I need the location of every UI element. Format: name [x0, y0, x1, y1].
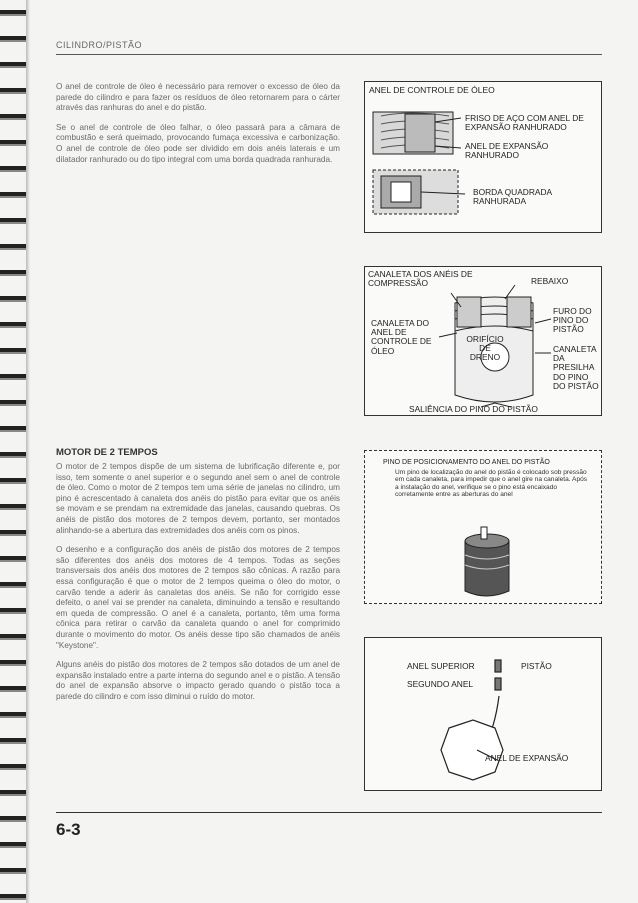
locating-pin-note: Um pino de localização do anel do pistão é colocado sob pressão em cada canaleta, para impedir que o anel gire na canaleta. Após a instalação do anel, verifique se o pino está encaixado corretamente entre as aberturas do anel: [395, 469, 588, 499]
spiral-binding: [0, 0, 26, 903]
two-stroke-paragraph-3: Alguns anéis do pistão dos motores de 2 tempos são dotados de um anel de expansão instalado entre a parte interna do segundo anel e o pistão. A tensão do anel de expansão absorve o impacto gerado quando o pistão toca a parede do cilindro e com isso diminui o ruído do motor.: [56, 660, 340, 701]
square-edge-label: BORDA QUADRADA RANHURADA: [473, 187, 552, 207]
header-rule: [56, 54, 602, 55]
locating-pin-drawing: [365, 451, 603, 605]
clip-groove-label: CANALETA DA PRESILHA DO PINO DO PISTÃO: [553, 344, 599, 391]
intro-paragraph-1: O anel de controle de óleo é necessário para remover o excesso de óleo da parede do cilindro e para fazer os resíduos de óleo retornarem para o cárter através das ranhuras do anel e do pistão.: [56, 82, 340, 113]
page-number: 6-3: [56, 820, 81, 839]
two-stroke-title: MOTOR DE 2 TEMPOS: [56, 447, 158, 458]
piston-label: PISTÃO: [521, 661, 552, 671]
rings-drawing: [365, 638, 603, 792]
steel-rail-label: FRISO DE AÇO COM ANEL DE EXPANSÃO RANHURADO: [465, 113, 584, 133]
compression-groove-label: CANALETA DOS ANÉIS DE COMPRESSÃO: [368, 269, 473, 289]
pin-boss-label: SALIÊNCIA DO PINO DO PISTÃO: [409, 404, 538, 414]
intro-paragraph-2: Se o anel de controle de óleo falhar, o óleo passará para a câmara de combustão e será queimado, provocando fumaça excessiva e carbonização. O anel de controle de óleo pode ser dividido em dois anéis laterais e um dilatador ranhurado ou do tipo integral com uma borda quadrada ranhurada.: [56, 122, 340, 164]
locating-pin-title: PINO DE POSICIONAMENTO DO ANEL DO PISTÃO: [383, 459, 550, 466]
expander-label: ANEL DE EXPANSÃO RANHURADO: [465, 141, 549, 161]
binding-shadow: [26, 0, 30, 903]
page-header: CILINDRO/PISTÃO: [56, 40, 143, 50]
recess-label: REBAIXO: [531, 276, 569, 286]
pin-hole-label: FURO DO PINO DO PISTÃO: [553, 306, 592, 335]
two-stroke-paragraph-2: O desenho e a configuração dos anéis de pistão dos motores de 2 tempos são diferentes dos anéis dos motores de 4 tempos. Todas as seções transversais dos anéis dos motores de 2 tempos são cônicas. A razão para essa configuração é que o motor de 2 tempos queima o óleo do motor, o carvão tende a aderir às canaletas dos anéis. Se não for corrigido esse defeito, o anel vai se prender na canaleta, diminuindo a tensão e resultando em queda de compressão. O anel é a canaleta, portanto, têm uma forma cônica para retirar o carvão da canaleta quando o anel for comprimido durante o movimento do motor. Os anéis desse tipo são chamados de anéis "Keystone".: [56, 545, 340, 650]
footer-rule: [56, 812, 602, 813]
piston-figure: [364, 266, 602, 416]
drain-hole-label: ORIFÍCIO DE DRENO: [466, 334, 504, 363]
expander-ring-label: ANEL DE EXPANSÃO: [485, 753, 569, 763]
second-ring-label: SEGUNDO ANEL: [407, 679, 474, 689]
oil-ring-figure-title: ANEL DE CONTROLE DE ÓLEO: [369, 85, 495, 95]
rings-figure: [364, 637, 602, 791]
two-stroke-paragraph-1: O motor de 2 tempos dispõe de um sistema de lubrificação diferente e, por isso, tem somente o anel superior e o segundo anel sem o anel de controle de óleo. Como o motor de 2 tempos tem uma série de janelas no cilindro, um pino é acrescentado à canaleta dos anéis do pistão para evitar que os anéis se movam e se prendam na extremidade das janelas, causando quebras. Os anéis de pistão dos motores de 2 tempos devem, portanto, ser montados alinhando-se a abertura das extremidades dos anéis com os pinos.: [56, 462, 340, 535]
oil-ring-figure: [364, 81, 602, 233]
intro-text: [56, 82, 340, 174]
two-stroke-text: [56, 462, 340, 711]
locating-pin-figure: [364, 450, 602, 604]
top-ring-label: ANEL SUPERIOR: [407, 661, 475, 671]
oil-ring-groove-label: CANALETA DO ANEL DE CONTROLE DE ÓLEO: [371, 318, 432, 356]
